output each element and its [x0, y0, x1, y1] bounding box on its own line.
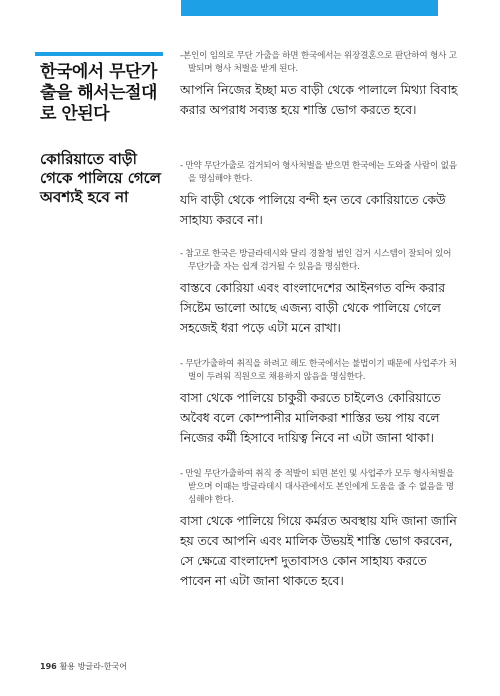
entry-bengali-text: বাসা থেকে পালিয়ে গিয়ে কর্মরত অবস্থায় যদি জানা জানি হয় তবে আপনি এবং মালিক উভয়ই শাস্তি ভোগ করবেন, সে ক্ষেত্রে বাংলাদেশ দুতাবাসও কোন সাহায্য করতে পাবেন না এটা জানা থাকতে হবে। — [180, 513, 457, 588]
entry-bengali-text: বাস্তবে কোরিয়া এবং বাংলাদেশের আইনগত বন্দি করার সিষ্টেম ভালো আছে এজন্য বাড়ী থেকে পালিয়ে গেলে সহজেই ধরা পড়ে এটা মনে রাখা। — [180, 280, 445, 335]
entry-5 — [180, 468, 458, 591]
entry-4 — [180, 358, 458, 448]
entry-korean-text: - 만일 무단가출하여 취직 중 적발이 되면 본인 및 사업주가 모두 형사처벌을 받으며 이때는 방글라데시 대사관에서도 본인에게 도움을 줄 수 없음을 명심해야 한다. — [180, 469, 454, 505]
entry-1 — [180, 50, 458, 120]
entry-2 — [180, 160, 458, 230]
sidebar-rule — [35, 52, 163, 56]
entry-korean-text: - 만약 무단가출로 검거되어 형사처벌을 받으면 한국에는 도와줄 사람이 없음을 명심해야 한다. — [180, 161, 457, 184]
page-footer — [40, 661, 127, 672]
entry-korean-text: -본인이 임의로 무단 가출을 하면 한국에서는 위장결혼으로 판단하여 형사 고발되며 형사 처벌을 받게 된다. — [180, 51, 457, 74]
footer-section-label: 활용 방글라-한국어 — [59, 662, 127, 671]
page-number: 196 — [40, 662, 57, 671]
sidebar-title-bengali: কোরিয়াতে বাড়ী গেকে পালিয়ে গেলে অবশ্যই হবে না — [40, 150, 161, 206]
entry-bengali-text: আপনি নিজের ইচ্ছা মত বাড়ী থেকে পালালে মিথ্যা বিবাহ করার অপরাধ সব্যস্ত হয়ে শাস্তি ভোগ করতে হবে। — [180, 82, 458, 117]
top-accent-bar — [181, 0, 438, 16]
sidebar-title-korean: 한국에서 무단가출을 해서는절대로 안된다 — [40, 62, 157, 124]
entry-3 — [180, 248, 458, 338]
entry-bengali-text: যদি বাড়ী থেকে পালিয়ে বন্দী হন তবে কোরিয়াতে কেউ সাহায্য করবে না। — [180, 192, 446, 227]
entry-korean-text: - 참고로 한국은 방글라데시와 달리 경찰청 범인 검거 시스템이 잘되어 있어 무단가출 자는 쉽게 검거될 수 있음을 명심한다. — [180, 249, 452, 272]
entry-korean-text: - 무단가출하여 취직을 하려고 해도 한국에서는 불법이기 때문에 사업주가 처벌이 두려워 직원으로 채용하지 않음을 명심한다. — [180, 359, 457, 382]
entry-bengali-text: বাসা থেকে পালিয়ে চাকুরী করতে চাইলেও কোরিয়াতে অবৈধ বলে কোম্পানীর মালিকরা শাস্তির ভয় পায় বলে নিজের কর্মী হিসাবে দায়িত্ব নিবে না এটা জানা থাকা। — [180, 390, 441, 445]
